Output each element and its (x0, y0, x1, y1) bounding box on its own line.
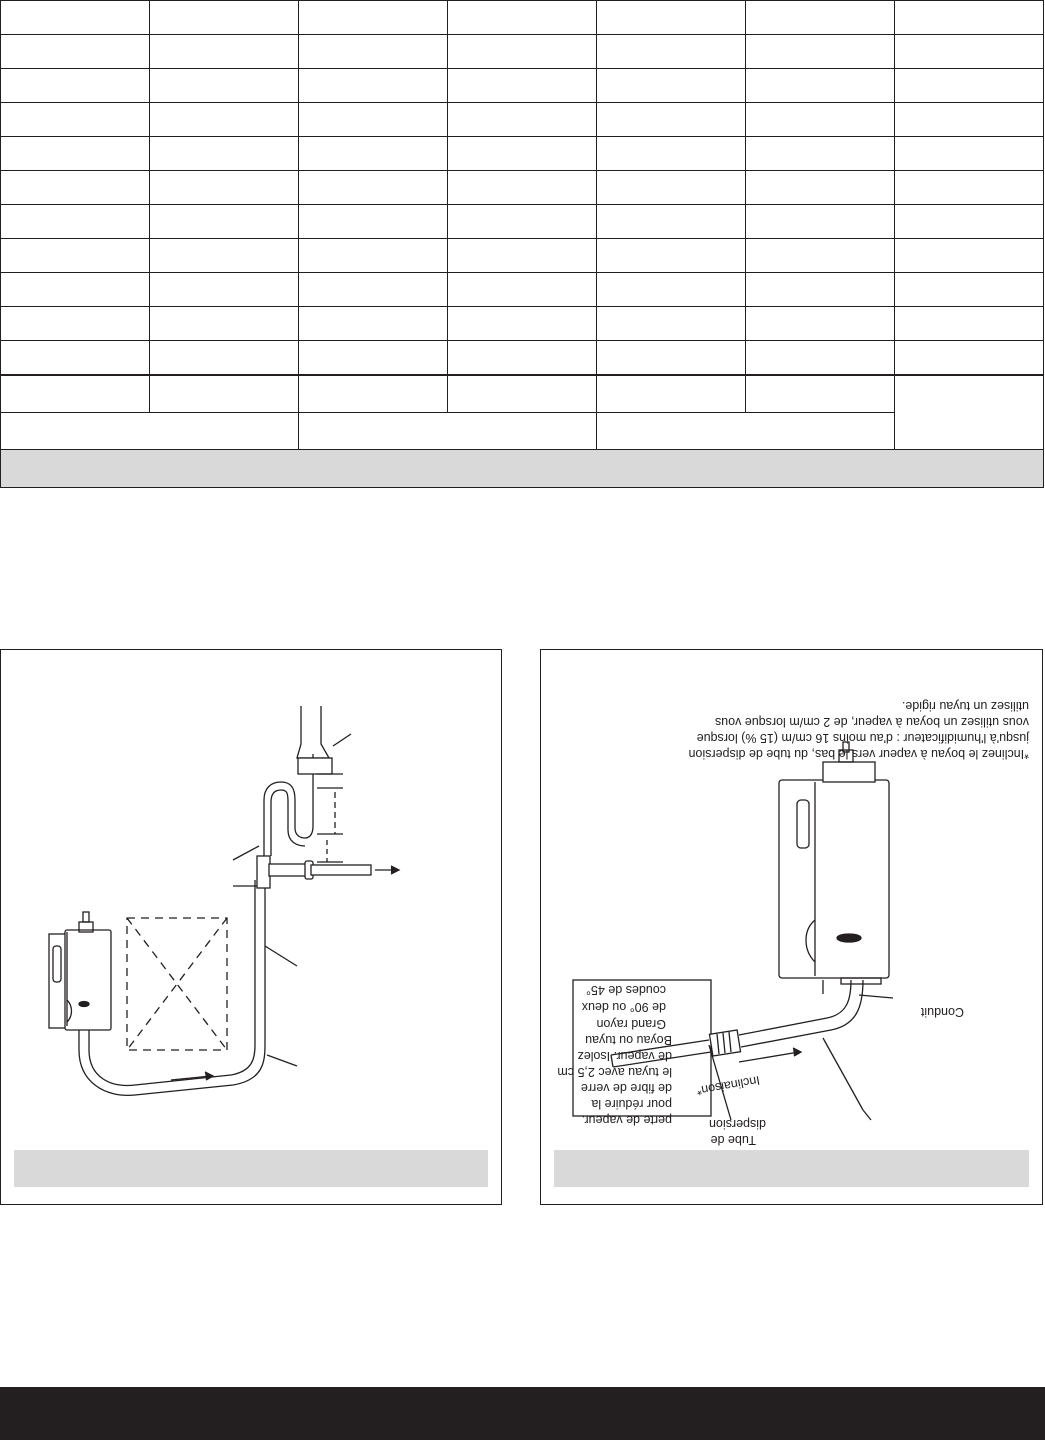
note-line-2: jusqu'à l'humidificateur : d'au moins 16 cm/m (15 %) lorsque (696, 731, 1029, 745)
elbow-line-1: Grand rayon (596, 1017, 666, 1031)
tube-label (709, 1117, 766, 1147)
drain-funnel (297, 706, 351, 774)
table-row (1, 205, 1044, 239)
elbow-line-3: coudes de 45° (585, 983, 666, 997)
tube-line-2: dispersion (709, 1117, 766, 1131)
figure-panel-left (0, 649, 502, 1205)
table-row (1, 413, 1044, 450)
humidifier-unit-icon (49, 912, 111, 1030)
note-line-1: *Inclinez le boyau à vapeur vers le bas, du tube de dispersion (688, 747, 1029, 761)
table-caption-bar (1, 450, 1044, 488)
steam-trap-diagram (1, 650, 503, 1206)
dimension-marks (317, 774, 343, 862)
spec-table (0, 0, 1044, 488)
tee-fitting (257, 856, 399, 888)
table-row (1, 69, 1044, 103)
duct-outline (127, 918, 227, 1050)
table-caption-row (1, 450, 1044, 488)
hose-line-6: perte de vapeur. (581, 1113, 672, 1127)
footer-bar (0, 1387, 1045, 1440)
table-row (1, 171, 1044, 205)
duct-label: Conduit (920, 1005, 964, 1019)
steam-hose-right (739, 980, 863, 1047)
figure-panel-right (540, 649, 1043, 1205)
table-row (1, 375, 1044, 413)
hose-line-1: Boyau ou tuyau (585, 1033, 672, 1047)
hose-line-2: de vapeur. Isolez (577, 1049, 672, 1063)
table-row (1, 103, 1044, 137)
table-row (1, 35, 1044, 69)
hose-line-4: de fibre de verre (580, 1081, 672, 1095)
note-line-3: vous utilisez un boyau à vapeur, de 2 cm/m lorsque vous (714, 715, 1029, 729)
figure-caption-right (554, 1150, 1029, 1187)
table-row (1, 307, 1044, 341)
hose-line-5: pour réduire la (591, 1097, 672, 1111)
elbow-line-2: de 90° ou deux (581, 1000, 666, 1014)
table-row (1, 273, 1044, 307)
humidifier-unit-right-icon (779, 742, 889, 994)
tube-line-1: Tube de (710, 1133, 756, 1147)
dispersion-tube-diagram (541, 650, 1044, 1206)
slope-label: Inclinaison* (695, 1073, 761, 1098)
hose-line-3: le tuyau avec 2,5 cm (557, 1065, 672, 1079)
table-row (1, 1, 1044, 35)
leader-lines-right (709, 995, 893, 1120)
table-row (1, 137, 1044, 171)
figure-caption-left (14, 1150, 488, 1187)
table-row (1, 239, 1044, 273)
note-line-4: utilisez un tuyau rigide. (901, 699, 1029, 713)
table-row (1, 341, 1044, 376)
